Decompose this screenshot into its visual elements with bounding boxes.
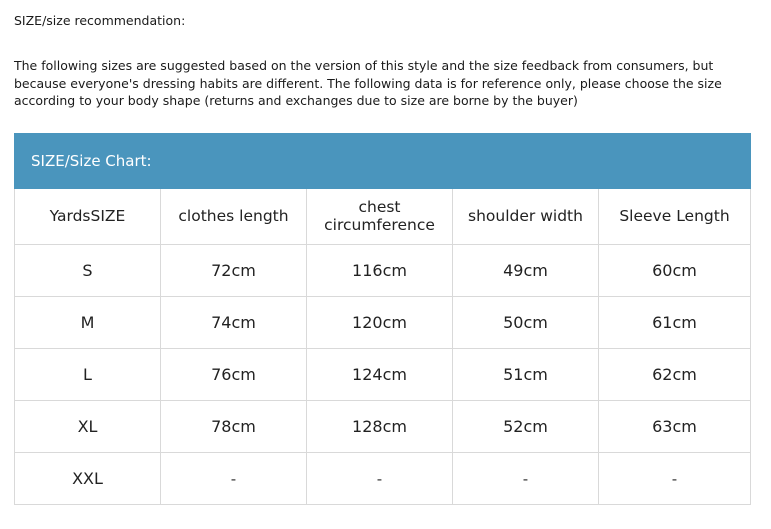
row-sleeve-length: 61cm bbox=[599, 297, 751, 349]
row-sleeve-length: 63cm bbox=[599, 401, 751, 453]
table-row bbox=[15, 349, 751, 401]
row-size-label: XXL bbox=[15, 453, 161, 505]
table-row bbox=[15, 453, 751, 505]
table-row bbox=[15, 401, 751, 453]
table-column-header-row bbox=[15, 189, 751, 245]
row-clothes-length: 72cm bbox=[161, 245, 307, 297]
row-shoulder-width: 52cm bbox=[453, 401, 599, 453]
row-shoulder-width: 49cm bbox=[453, 245, 599, 297]
size-chart-table bbox=[14, 133, 751, 505]
row-size-label: S bbox=[15, 245, 161, 297]
row-clothes-length: - bbox=[161, 453, 307, 505]
column-header-chest-circumference: chest circumference bbox=[307, 189, 453, 245]
column-header-shoulder-width: shoulder width bbox=[453, 189, 599, 245]
size-chart-table-wrapper bbox=[14, 133, 750, 505]
row-shoulder-width: - bbox=[453, 453, 599, 505]
row-sleeve-length: 62cm bbox=[599, 349, 751, 401]
row-clothes-length: 76cm bbox=[161, 349, 307, 401]
row-size-label: L bbox=[15, 349, 161, 401]
intro-body: The following sizes are suggested based on the version of this style and the size feedback from consumers, but because everyone's dressing habits are different. The following data is for reference only, please choose the size according to your body shape (returns and exchanges due to size are borne by the buyer) bbox=[14, 58, 722, 108]
table-header-banner-row bbox=[15, 134, 751, 189]
row-chest-circumference: 124cm bbox=[307, 349, 453, 401]
column-header-sleeve-length: Sleeve Length bbox=[599, 189, 751, 245]
row-size-label: M bbox=[15, 297, 161, 349]
row-shoulder-width: 50cm bbox=[453, 297, 599, 349]
intro-title: SIZE/size recommendation: bbox=[14, 13, 186, 28]
row-chest-circumference: 120cm bbox=[307, 297, 453, 349]
row-clothes-length: 74cm bbox=[161, 297, 307, 349]
row-size-label: XL bbox=[15, 401, 161, 453]
table-row bbox=[15, 245, 751, 297]
table-row bbox=[15, 297, 751, 349]
row-shoulder-width: 51cm bbox=[453, 349, 599, 401]
size-chart-title: SIZE/Size Chart: bbox=[15, 134, 751, 189]
column-header-yards-size: YardsSIZE bbox=[15, 189, 161, 245]
column-header-clothes-length: clothes length bbox=[161, 189, 307, 245]
row-chest-circumference: - bbox=[307, 453, 453, 505]
row-chest-circumference: 116cm bbox=[307, 245, 453, 297]
row-chest-circumference: 128cm bbox=[307, 401, 453, 453]
row-sleeve-length: 60cm bbox=[599, 245, 751, 297]
row-sleeve-length: - bbox=[599, 453, 751, 505]
row-clothes-length: 78cm bbox=[161, 401, 307, 453]
